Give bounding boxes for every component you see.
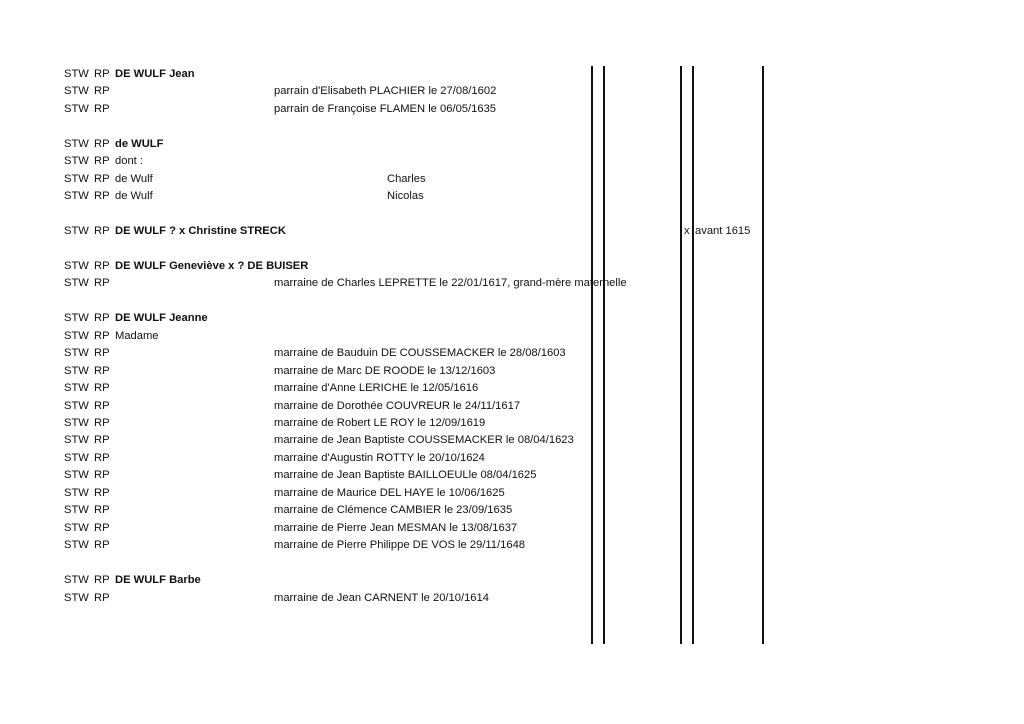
cell-c1: STW xyxy=(64,574,89,587)
cell-c1: STW xyxy=(64,521,89,534)
cell-c2: RP xyxy=(94,259,110,272)
cell-c4: parrain d'Elisabeth PLACHIER le 27/08/1602 xyxy=(274,85,497,98)
cell-cx: x xyxy=(684,225,690,238)
cell-c1: STW xyxy=(64,451,89,464)
cell-c2: RP xyxy=(94,399,110,412)
cell-c2: RP xyxy=(94,312,110,325)
cell-c4: marraine d'Augustin ROTTY le 20/10/1624 xyxy=(274,451,485,464)
cell-c2: RP xyxy=(94,417,110,429)
cell-c1: STW xyxy=(64,486,89,499)
cell-c3: DE WULF Jean xyxy=(115,68,195,80)
cell-c3: DE WULF Jeanne xyxy=(115,312,208,325)
cell-c1: STW xyxy=(64,399,89,412)
cell-c1: STW xyxy=(64,469,89,482)
cell-c1: STW xyxy=(64,102,89,115)
cell-c3: DE WULF ? x Christine STRECK xyxy=(115,225,286,238)
cell-c5: Nicolas xyxy=(387,190,424,203)
cell-c4: marraine d'Anne LERICHE le 12/05/1616 xyxy=(274,382,479,395)
cell-c1: STW xyxy=(64,225,89,238)
cell-c2: RP xyxy=(94,574,110,587)
cell-c3: dont : xyxy=(115,155,143,168)
cell-c1: STW xyxy=(64,417,89,429)
cell-c1: STW xyxy=(64,504,89,517)
cell-c2: RP xyxy=(94,137,110,150)
cell-c4: marraine de Charles LEPRETTE le 22/01/1617, grand-mère maternelle xyxy=(274,277,627,290)
cell-c1: STW xyxy=(64,137,89,150)
cell-c1: STW xyxy=(64,382,89,395)
cell-c1: STW xyxy=(64,68,89,80)
cell-c2: RP xyxy=(94,190,110,203)
cell-c2: RP xyxy=(94,277,110,290)
cell-c5: Charles xyxy=(387,172,426,185)
cell-c2: RP xyxy=(94,504,110,517)
cell-c1: STW xyxy=(64,312,89,325)
cell-c2: RP xyxy=(94,591,110,604)
column-rule xyxy=(591,66,593,644)
cell-c4: marraine de Jean CARNENT le 20/10/1614 xyxy=(274,591,489,604)
cell-c2: RP xyxy=(94,68,110,80)
cell-c2: RP xyxy=(94,382,110,395)
cell-c4: marraine de Pierre Philippe DE VOS le 29/11/1648 xyxy=(274,539,526,552)
cell-c4: marraine de Jean Baptiste COUSSEMACKER le 08/04/1623 xyxy=(274,434,574,447)
cell-c3: DE WULF Geneviève x ? DE BUISER xyxy=(115,259,309,272)
cell-c1: STW xyxy=(64,85,89,98)
cell-c3: de Wulf xyxy=(115,172,153,185)
cell-c2: RP xyxy=(94,539,110,552)
cell-c4: marraine de Clémence CAMBIER le 23/09/1635 xyxy=(274,504,513,517)
cell-c3: de Wulf xyxy=(115,190,153,203)
cell-c3: Madame xyxy=(115,329,159,342)
cell-c1: STW xyxy=(64,539,89,552)
cell-c4: parrain de Françoise FLAMEN le 06/05/1635 xyxy=(274,102,497,115)
cell-c1: STW xyxy=(64,364,89,377)
cell-c2: RP xyxy=(94,155,110,168)
cell-c1: STW xyxy=(64,155,89,168)
cell-c4: marraine de Bauduin DE COUSSEMACKER le 28/08/1603 xyxy=(274,347,566,360)
column-rule xyxy=(692,66,694,644)
cell-c4: marraine de Marc DE ROODE le 13/12/1603 xyxy=(274,364,496,377)
cell-c2: RP xyxy=(94,521,110,534)
cell-c2: RP xyxy=(94,451,110,464)
cell-c4: marraine de Robert LE ROY le 12/09/1619 xyxy=(274,417,486,429)
cell-c4: marraine de Pierre Jean MESMAN le 13/08/1637 xyxy=(274,521,518,534)
cell-c2: RP xyxy=(94,434,110,447)
cell-cy: avant 1615 xyxy=(695,225,751,238)
cell-c1: STW xyxy=(64,347,89,360)
column-rule xyxy=(680,66,682,644)
cell-c2: RP xyxy=(94,347,110,360)
cell-c1: STW xyxy=(64,259,89,272)
column-rule xyxy=(603,66,605,644)
cell-c4: marraine de Jean Baptiste BAILLOEULle 08/04/1625 xyxy=(274,469,537,482)
cell-c4: marraine de Maurice DEL HAYE le 10/06/1625 xyxy=(274,486,505,499)
cell-c2: RP xyxy=(94,469,110,482)
cell-c2: RP xyxy=(94,85,110,98)
cell-c1: STW xyxy=(64,277,89,290)
cell-c2: RP xyxy=(94,486,110,499)
cell-c2: RP xyxy=(94,329,110,342)
cell-c1: STW xyxy=(64,190,89,203)
cell-c1: STW xyxy=(64,329,89,342)
cell-c4: marraine de Dorothée COUVREUR le 24/11/1617 xyxy=(274,399,521,412)
cell-c2: RP xyxy=(94,102,110,115)
cell-c1: STW xyxy=(64,591,89,604)
cell-c2: RP xyxy=(94,364,110,377)
cell-c1: STW xyxy=(64,434,89,447)
cell-c2: RP xyxy=(94,172,110,185)
cell-c1: STW xyxy=(64,172,89,185)
cell-c3: de WULF xyxy=(115,137,164,150)
column-rule xyxy=(762,66,764,644)
cell-c3: DE WULF Barbe xyxy=(115,574,201,587)
cell-c2: RP xyxy=(94,225,110,238)
